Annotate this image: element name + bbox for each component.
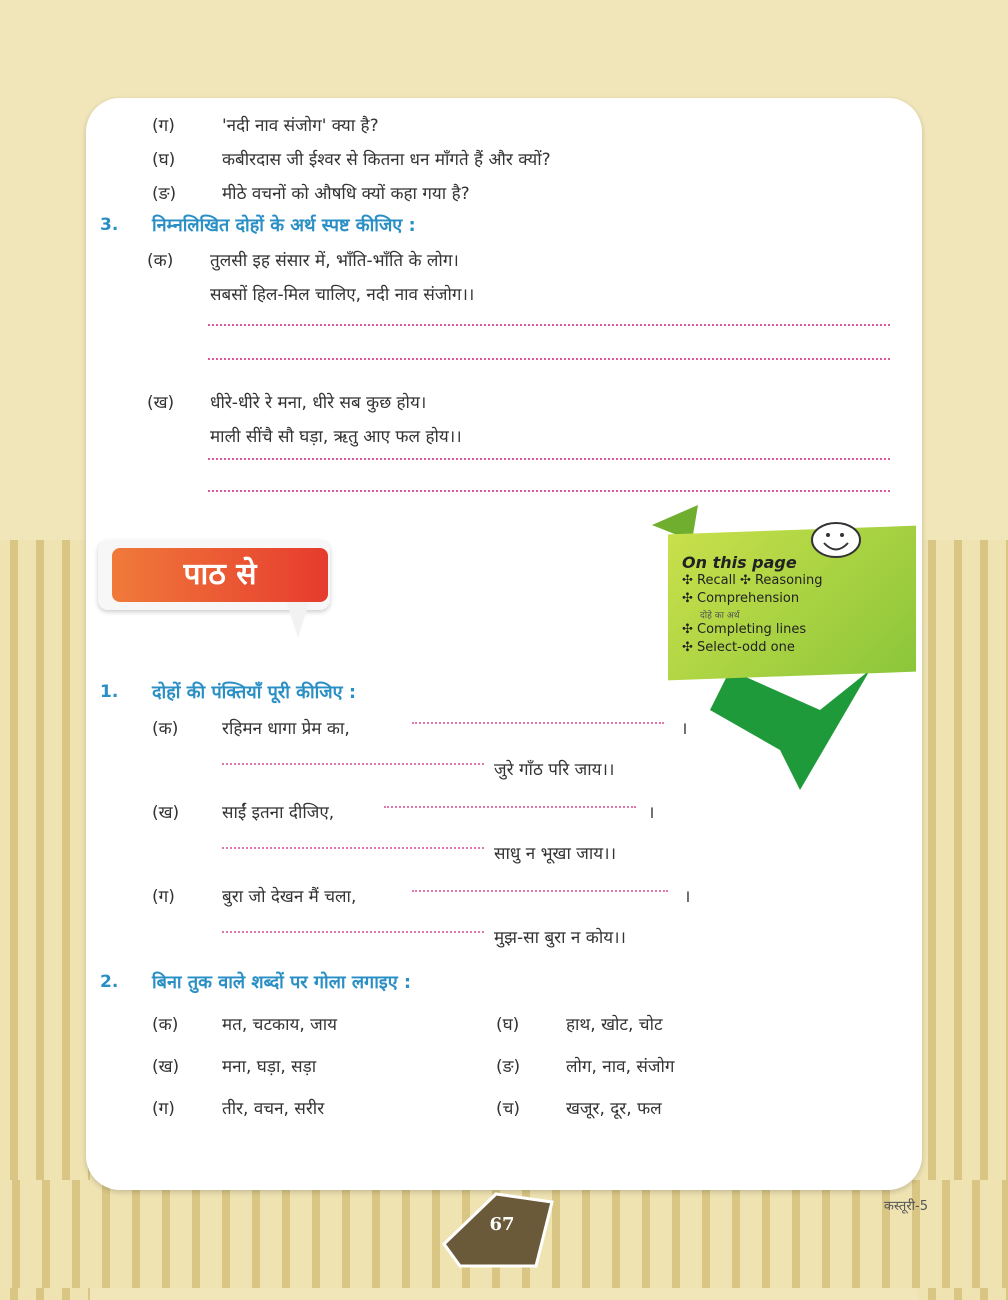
section-number: 2.: [100, 972, 119, 992]
answer-line[interactable]: [208, 358, 890, 360]
fill-start: साईं इतना दीजिए,: [222, 803, 335, 823]
question-label: (ङ): [152, 184, 177, 204]
option-label: (घ): [496, 1015, 520, 1035]
fill-blank[interactable]: [222, 763, 484, 765]
word-set[interactable]: तीर, वचन, सरीर: [222, 1099, 325, 1119]
word-set[interactable]: खजूर, दूर, फल: [566, 1099, 662, 1119]
fill-blank[interactable]: [384, 806, 636, 808]
section-heading: निम्नलिखित दोहों के अर्थ स्पष्ट कीजिए :: [152, 215, 416, 236]
option-label: (ख): [152, 1057, 180, 1077]
question-text: कबीरदास जी ईश्वर से कितना धन माँगते हैं और क्यों?: [222, 150, 551, 170]
option-label: (क): [152, 1015, 179, 1035]
fill-pipe: ।: [681, 719, 688, 739]
word-set[interactable]: मना, घड़ा, सड़ा: [222, 1057, 317, 1077]
note-title: On this page: [682, 553, 797, 572]
section-heading: दोहों की पंक्तियाँ पूरी कीजिए :: [152, 682, 357, 703]
word-set[interactable]: हाथ, खोट, चोट: [566, 1015, 663, 1035]
fill-pipe: ।: [684, 887, 691, 907]
fill-end: मुझ-सा बुरा न कोय।।: [494, 928, 626, 948]
fill-start: बुरा जो देखन मैं चला,: [222, 887, 357, 907]
on-this-page-text: [682, 553, 822, 657]
smiley-face-icon: [806, 518, 866, 560]
doha-label: (ख): [147, 393, 175, 413]
doha-line: सबसों हिल-मिल चालिए, नदी नाव संजोग।।: [210, 285, 475, 305]
question-label: (घ): [152, 150, 176, 170]
section-heading: बिना तुक वाले शब्दों पर गोला लगाइए :: [152, 972, 412, 993]
doha-label: (क): [147, 251, 174, 271]
fill-start: रहिमन धागा प्रेम का,: [222, 719, 350, 739]
question-label: (ग): [152, 116, 175, 136]
question-text: 'नदी नाव संजोग' क्या है?: [222, 116, 379, 136]
note-item: ✣ Comprehension: [682, 591, 800, 606]
note-sub: दोहे का अर्थ: [700, 611, 740, 621]
word-set[interactable]: मत, चटकाय, जाय: [222, 1015, 338, 1035]
book-label: कस्तूरी-5: [883, 1199, 928, 1214]
option-label: (ग): [152, 1099, 175, 1119]
fill-label: (ख): [152, 803, 180, 823]
doha-line: तुलसी इह संसार में, भाँति-भाँति के लोग।: [210, 251, 459, 271]
fill-pipe: ।: [648, 803, 655, 823]
fill-blank[interactable]: [222, 931, 484, 933]
fill-end: साधु न भूखा जाय।।: [494, 844, 617, 864]
doha-line: धीरे-धीरे रे मना, धीरे सब कुछ होय।: [210, 393, 427, 413]
fill-blank[interactable]: [222, 847, 484, 849]
note-item: ✣ Recall ✣ Reasoning: [682, 573, 823, 588]
fill-blank[interactable]: [412, 722, 664, 724]
fill-label: (ग): [152, 887, 175, 907]
question-text: मीठे वचनों को औषधि क्यों कहा गया है?: [222, 184, 470, 204]
note-item: ✣ Select-odd one: [682, 640, 795, 655]
fill-end: जुरे गाँठ परि जाय।।: [494, 760, 615, 780]
answer-line[interactable]: [208, 324, 890, 326]
option-label: (ङ): [496, 1057, 521, 1077]
section-number: 3.: [100, 215, 119, 235]
section-number: 1.: [100, 682, 119, 702]
fill-label: (क): [152, 719, 179, 739]
page-number-badge: [440, 1190, 570, 1270]
word-set[interactable]: लोग, नाव, संजोग: [566, 1057, 675, 1077]
doha-line: माली सींचै सौ घड़ा, ऋतु आए फल होय।।: [210, 427, 462, 447]
banner-title: पाठ से: [112, 548, 328, 602]
banner-tail: [286, 600, 310, 638]
note-item: ✣ Completing lines: [682, 622, 807, 637]
fill-blank[interactable]: [412, 890, 668, 892]
page-number: 67: [489, 1214, 515, 1235]
option-label: (च): [496, 1099, 521, 1119]
answer-line[interactable]: [208, 490, 890, 492]
answer-line[interactable]: [208, 458, 890, 460]
